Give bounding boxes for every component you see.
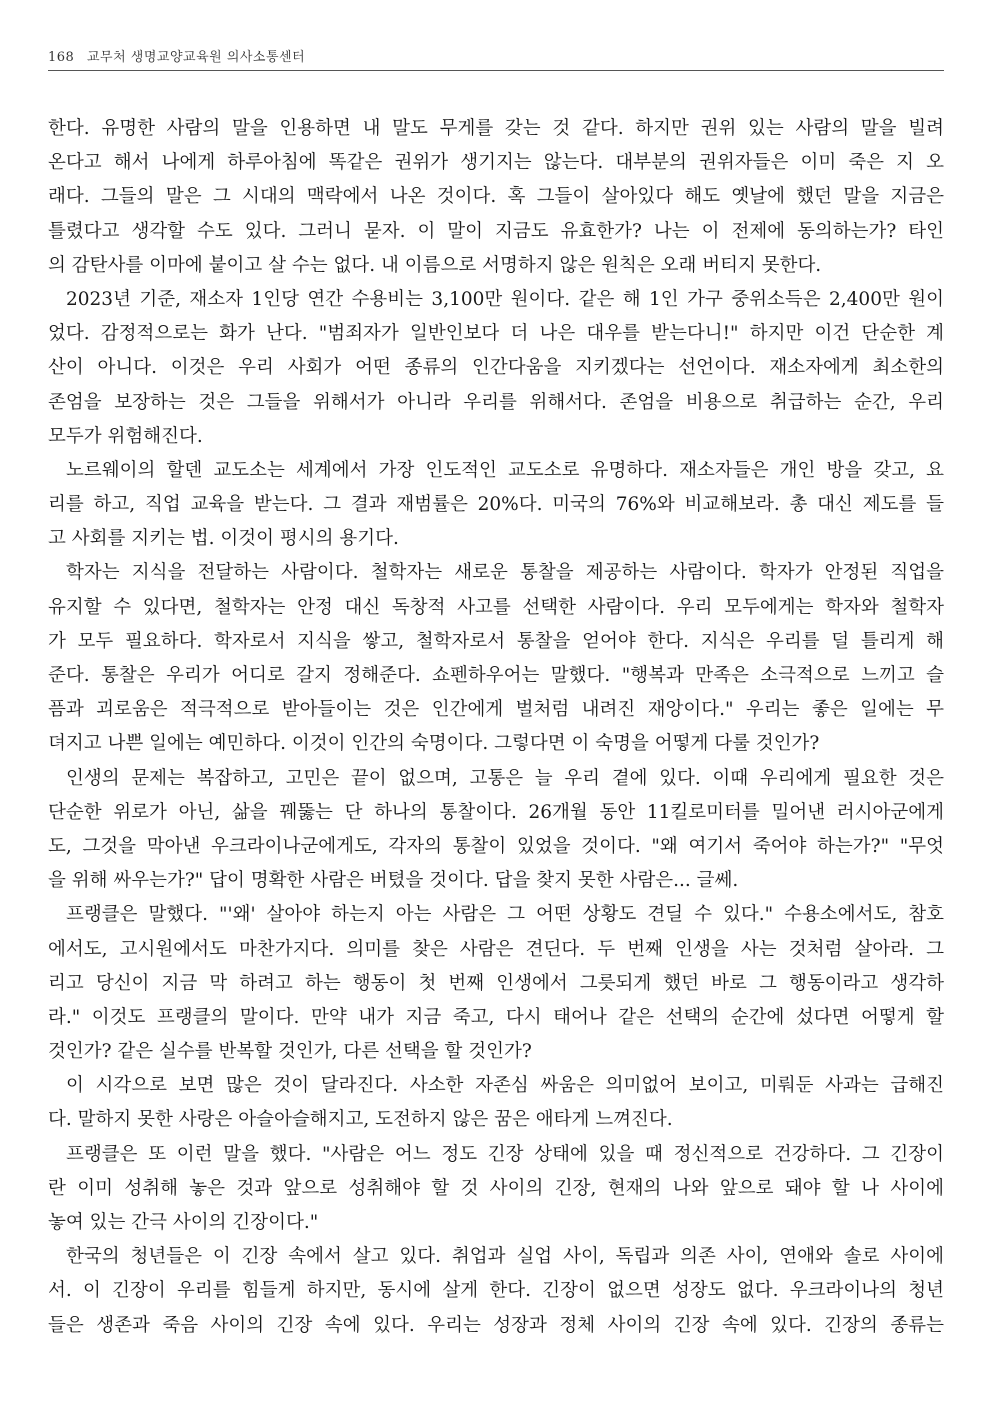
header-divider xyxy=(48,70,944,71)
text-line: 의 감탄사를 이마에 붙이고 살 수는 없다. 내 이름으로 서명하지 않은 원칙은 오래 버티지 못한다. xyxy=(48,254,822,276)
text-line: 이 시각으로 보면 많은 것이 달라진다. 사소한 자존심 싸움은 의미없어 보이고, 미뤄둔 사과는 급해진 xyxy=(66,1075,944,1097)
text-line: 것인가? 같은 실수를 반복할 것인가, 다른 선택을 할 것인가? xyxy=(48,1041,532,1063)
text-line: 고 사회를 지키는 법. 이것이 평시의 용기다. xyxy=(48,528,399,550)
text-line: 서. 이 긴장이 우리를 힘들게 하지만, 동시에 살게 한다. 긴장이 없으면 성장도 없다. 우크라이나의 청년 xyxy=(48,1280,944,1302)
text-line: 가 모두 필요하다. 학자로서 지식을 쌓고, 철학자로서 통찰을 얻어야 한다. 지식은 우리를 덜 틀리게 해 xyxy=(48,630,944,652)
text-line: 노르웨이의 할덴 교도소는 세계에서 가장 인도적인 교도소로 유명하다. 재소자들은 개인 방을 갖고, 요 xyxy=(66,459,944,481)
text-line: 다. 말하지 못한 사랑은 아슬아슬해지고, 도전하지 않은 꿈은 애타게 느껴진다. xyxy=(48,1109,673,1131)
text-line: 온다고 해서 나에게 하루아침에 똑같은 권위가 생기지는 않는다. 대부분의 권위자들은 이미 죽은 지 오 xyxy=(48,152,944,174)
text-line: 산이 아니다. 이것은 우리 사회가 어떤 종류의 인간다움을 지키겠다는 선언이다. 재소자에게 최소한의 xyxy=(48,357,944,379)
text-line: 학자는 지식을 전달하는 사람이다. 철학자는 새로운 통찰을 제공하는 사람이다. 학자가 안정된 직업을 xyxy=(66,562,944,584)
text-line: 프랭클은 말했다. "'왜' 살아야 하는지 아는 사람은 그 어떤 상황도 견딜 수 있다." 수용소에서도, 참호 xyxy=(66,904,944,926)
text-line: 리를 하고, 직업 교육을 받는다. 그 결과 재범률은 20%다. 미국의 76%와 비교해보라. 총 대신 제도를 들 xyxy=(48,494,944,516)
text-line: 한국의 청년들은 이 긴장 속에서 살고 있다. 취업과 실업 사이, 독립과 의존 사이, 연애와 솔로 사이에 xyxy=(66,1246,944,1268)
text-line: 란 이미 성취해 놓은 것과 앞으로 성취해야 할 것 사이의 긴장, 현재의 나와 앞으로 돼야 할 나 사이에 xyxy=(48,1177,944,1199)
text-line: 틀렸다고 생각할 수도 있다. 그러니 묻자. 이 말이 지금도 유효한가? 나는 이 전제에 동의하는가? 타인 xyxy=(48,220,944,242)
text-line: 유지할 수 있다면, 철학자는 안정 대신 독창적 사고를 선택한 사람이다. 우리 모두에게는 학자와 철학자 xyxy=(48,596,944,618)
text-line: 들은 생존과 죽음 사이의 긴장 속에 있다. 우리는 성장과 정체 사이의 긴장 속에 있다. 긴장의 종류는 xyxy=(48,1314,944,1336)
text-line: 모두가 위험해진다. xyxy=(48,425,203,447)
text-line: 을 위해 싸우는가?" 답이 명확한 사람은 버텼을 것이다. 답을 찾지 못한 사람은... 글쎄. xyxy=(48,870,739,892)
body-text xyxy=(48,112,944,1343)
text-line: 리고 당신이 지금 막 하려고 하는 행동이 첫 번째 인생에서 그릇되게 했던 바로 그 행동이라고 생각하 xyxy=(48,972,944,994)
running-header-title: 교무처 생명교양교육원 의사소통센터 xyxy=(86,50,306,65)
text-line: 라." 이것도 프랭클의 말이다. 만약 내가 지금 죽고, 다시 태어나 같은 선택의 순간에 섰다면 어떻게 할 xyxy=(48,1006,944,1028)
text-line: 놓여 있는 간극 사이의 긴장이다." xyxy=(48,1212,319,1233)
text-line: 단순한 위로가 아닌, 삶을 꿰뚫는 단 하나의 통찰이다. 26개월 동안 11킬로미터를 밀어낸 러시아군에게 xyxy=(48,801,944,823)
text-line: 한다. 유명한 사람의 말을 인용하면 내 말도 무게를 갖는 것 같다. 하지만 권위 있는 사람의 말을 빌려 xyxy=(48,118,944,139)
text-line: 준다. 통찰은 우리가 어디로 갈지 정해준다. 쇼펜하우어는 말했다. "행복과 만족은 소극적으로 느끼고 슬 xyxy=(48,665,944,686)
text-line: 픔과 괴로움은 적극적으로 받아들이는 것은 인간에게 벌처럼 내려진 재앙이다." 우리는 좋은 일에는 무 xyxy=(48,699,944,721)
page-number: 168 xyxy=(48,50,75,65)
text-line: 인생의 문제는 복잡하고, 고민은 끝이 없으며, 고통은 늘 우리 곁에 있다. 이때 우리에게 필요한 것은 xyxy=(66,767,944,789)
running-header xyxy=(48,46,944,65)
text-line: 2023년 기준, 재소자 1인당 연간 수용비는 3,100만 원이다. 같은 해 1인 가구 중위소득은 2,400만 원이 xyxy=(66,288,944,310)
text-line: 래다. 그들의 말은 그 시대의 맥락에서 나온 것이다. 혹 그들이 살아있다 해도 옛날에 했던 말을 지금은 xyxy=(48,186,944,208)
text-line: 존엄을 보장하는 것은 그들을 위해서가 아니라 우리를 위해서다. 존엄을 비용으로 취급하는 순간, 우리 xyxy=(48,391,944,413)
text-line: 프랭클은 또 이런 말을 했다. "사람은 어느 정도 긴장 상태에 있을 때 정신적으로 건강하다. 그 긴장이 xyxy=(66,1143,944,1165)
text-line: 뎌지고 나쁜 일에는 예민하다. 이것이 인간의 숙명이다. 그렇다면 이 숙명을 어떻게 다룰 것인가? xyxy=(48,733,820,755)
text-line: 에서도, 고시원에서도 마찬가지다. 의미를 찾은 사람은 견딘다. 두 번째 인생을 사는 것처럼 살아라. 그 xyxy=(48,938,944,960)
text-line: 도, 그것을 막아낸 우크라이나군에게도, 각자의 통찰이 있었을 것이다. "왜 여기서 죽어야 하는가?" "무엇 xyxy=(48,835,944,857)
text-line: 었다. 감정적으로는 화가 난다. "범죄자가 일반인보다 더 나은 대우를 받는다니!" 하지만 이건 단순한 계 xyxy=(48,323,944,345)
